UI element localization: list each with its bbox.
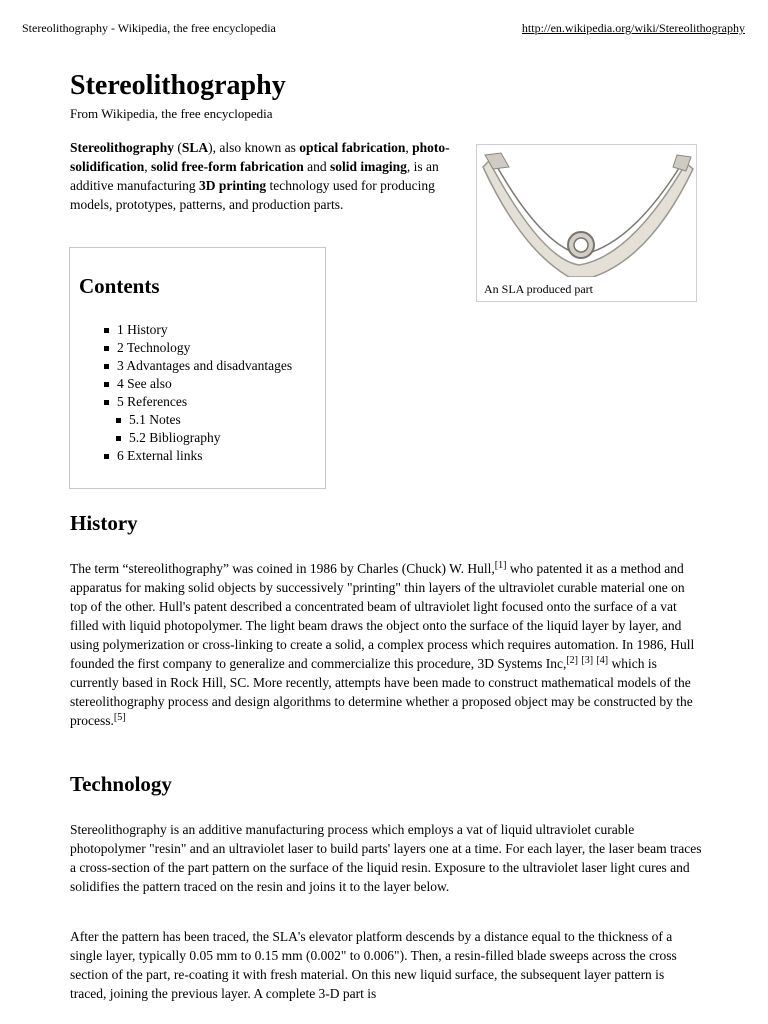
citation-5[interactable]: [5] bbox=[113, 712, 126, 723]
toc-item-technology[interactable]: 2 Technology bbox=[104, 339, 292, 357]
technology-heading: Technology bbox=[70, 772, 172, 796]
toc-title: Contents bbox=[79, 274, 160, 298]
toc-item-history[interactable]: 1 History bbox=[104, 321, 292, 339]
page-header-title: Stereolithography - Wikipedia, the free encyclopedia bbox=[22, 21, 276, 35]
article-subtitle: From Wikipedia, the free encyclopedia bbox=[70, 106, 273, 121]
history-paragraph: The term “stereolithography” was coined in 1986 by Charles (Chuck) W. Hull,[1] who patented it as a method and apparatus for making solid objects by successively "printing" thin layers of the ultraviolet curable material one on top of the other. Hull's patent described a concentrated beam of ultraviolet light focused onto the surface of a vat filled with liquid photopolymer. The light beam draws the object onto the surface of the liquid layer by layer, and using polymerization or cross-linking to create a solid, a complex process which requires automation. In 1986, Hull founded the first company to generalize and commercialize this procedure, 3D Systems Inc,[2] [3] [4] which is currently based in Rock Hill, SC. More recently, attempts have been made to construct mathematical models of the stereolithography process and design algorithms to determine whether a proposed object may be constructed by the process.[5] bbox=[70, 560, 695, 728]
article-title: Stereolithography bbox=[70, 70, 286, 101]
page-header-url-link[interactable]: http://en.wikipedia.org/wiki/Stereolithography bbox=[521, 21, 745, 35]
infobox bbox=[476, 144, 697, 302]
technology-paragraph-1: Stereolithography is an additive manufacturing process which employs a vat of liquid ultraviolet curable photopolymer "resin" and an ultraviolet laser to build parts' layers one at a time. For each layer, the laser beam traces a cross-section of the part pattern on the surface of the liquid resin. Exposure to the ultraviolet laser light cures and solidifies the pattern traced on the resin and joins it to the layer below. bbox=[70, 822, 702, 894]
toc-item-notes[interactable]: 5.1 Notes bbox=[104, 411, 292, 429]
sla-part-image[interactable] bbox=[481, 149, 694, 277]
intro-term-solid-free-form: solid free-form fabrication bbox=[151, 159, 304, 174]
intro-term-stereolithography: Stereolithography bbox=[70, 140, 174, 155]
intro-term-3d-printing: 3D printing bbox=[198, 178, 267, 193]
table-of-contents bbox=[69, 247, 326, 489]
intro-paragraph: Stereolithography (SLA), also known as optical fabrication, photo-solidification, solid free-form fabrication and solid imaging, is an additive manufacturing 3D printing technology used for producing models, prototypes, patterns, and production parts. bbox=[70, 140, 450, 212]
intro-term-sla: SLA bbox=[181, 140, 209, 155]
infobox-caption: An SLA produced part bbox=[484, 282, 593, 296]
toc-item-bibliography[interactable]: 5.2 Bibliography bbox=[104, 429, 292, 447]
toc-list bbox=[104, 321, 292, 465]
intro-term-photo-solidification: photo-solidification bbox=[70, 140, 450, 174]
toc-item-see-also[interactable]: 4 See also bbox=[104, 375, 292, 393]
toc-item-advantages[interactable]: 3 Advantages and disadvantages bbox=[104, 357, 292, 375]
citation-3[interactable]: [3] bbox=[581, 655, 594, 666]
intro-term-solid-imaging: solid imaging bbox=[329, 159, 407, 174]
technology-paragraph-2: After the pattern has been traced, the SLA's elevator platform descends by a distance equal to the thickness of a single layer, typically 0.05 mm to 0.15 mm (0.002" to 0.006"). Then, a resin-filled blade sweeps across the cross section of the part, re-coating it with fresh material. On this new liquid surface, the subsequent layer pattern is traced, joining the previous layer. A complete 3-D part is bbox=[70, 929, 677, 1001]
history-heading: History bbox=[70, 511, 138, 535]
citation-1[interactable]: [1] bbox=[494, 560, 507, 571]
intro-term-optical-fabrication: optical fabrication bbox=[299, 140, 406, 155]
citation-2[interactable]: [2] bbox=[566, 655, 579, 666]
toc-item-external-links[interactable]: 6 External links bbox=[104, 447, 292, 465]
toc-item-references[interactable]: 5 References bbox=[104, 393, 292, 411]
citation-4[interactable]: [4] bbox=[596, 655, 609, 666]
